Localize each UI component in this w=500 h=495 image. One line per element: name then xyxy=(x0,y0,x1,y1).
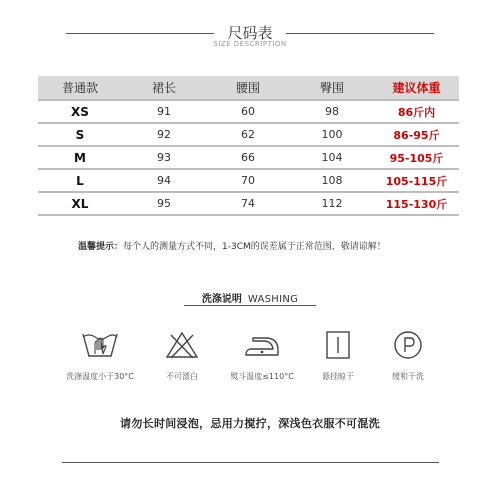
title-en: SIZE DESCRIPTION xyxy=(213,40,287,48)
washing-heading-cn: 洗涤说明 xyxy=(201,294,242,305)
washing-heading xyxy=(0,290,500,305)
care-label-iron: 熨斗温度≤110°C xyxy=(230,372,294,381)
skirt-length-cell: 91 xyxy=(122,100,206,123)
waist-cell: 74 xyxy=(206,192,290,215)
tip-text: 每个人的测量方式不同，1-3CM的误差属于正常范围，敬请谅解！ xyxy=(123,242,386,252)
washing-heading-en: WASHING xyxy=(247,294,299,305)
care-label-bleach: 不可漂白 xyxy=(166,372,198,381)
table-header-row xyxy=(38,76,459,100)
weight-cell: 115-130斤 xyxy=(374,192,459,215)
care-item-bleach xyxy=(137,330,227,382)
skirt-length-cell: 94 xyxy=(122,169,206,192)
size-cell: M xyxy=(38,146,122,169)
hang-dry-icon xyxy=(318,330,358,360)
washing-warning: 请勿长时间浸泡，忌用力搅拧，深浅色衣服不可混洗 xyxy=(120,417,380,430)
skirt-length-cell: 95 xyxy=(122,192,206,215)
header-suggested-weight: 建议体重 xyxy=(374,76,459,100)
hip-cell: 100 xyxy=(290,123,374,146)
hip-cell: 108 xyxy=(290,169,374,192)
header-hip: 臀围 xyxy=(290,76,374,100)
care-label-hang: 悬挂晾干 xyxy=(322,372,354,381)
size-cell: XS xyxy=(38,100,122,123)
dry-clean-icon xyxy=(388,330,428,360)
table-row xyxy=(38,192,459,215)
size-table xyxy=(38,76,459,216)
weight-cell: 95-105斤 xyxy=(374,146,459,169)
wash-basin-icon xyxy=(80,330,120,360)
waist-cell: 62 xyxy=(206,123,290,146)
care-icons xyxy=(0,330,500,390)
size-cell: L xyxy=(38,169,122,192)
size-cell: S xyxy=(38,123,122,146)
size-cell: XL xyxy=(38,192,122,215)
waist-cell: 70 xyxy=(206,169,290,192)
care-label-dryclean: 缓和干洗 xyxy=(392,372,424,381)
table-row xyxy=(38,123,459,146)
table-row xyxy=(38,146,459,169)
weight-cell: 86-95斤 xyxy=(374,123,459,146)
waist-cell: 60 xyxy=(206,100,290,123)
skirt-length-cell: 92 xyxy=(122,123,206,146)
no-bleach-icon xyxy=(162,330,202,360)
weight-cell: 105-115斤 xyxy=(374,169,459,192)
care-item-wash xyxy=(55,330,145,382)
size-chart-title xyxy=(0,10,500,50)
header-skirt-length: 裙长 xyxy=(122,76,206,100)
tip-label: 温馨提示： xyxy=(78,242,124,252)
bottom-divider xyxy=(62,462,439,463)
iron-icon xyxy=(241,330,283,360)
hip-cell: 104 xyxy=(290,146,374,169)
header-waist: 腰围 xyxy=(206,76,290,100)
table-row xyxy=(38,100,459,123)
header-style: 普通款 xyxy=(38,76,122,100)
table-row xyxy=(38,169,459,192)
care-label-wash: 洗涤温度小于30°C xyxy=(66,372,134,381)
care-item-dryclean xyxy=(363,330,453,382)
measurement-tip xyxy=(78,239,386,252)
hip-cell: 98 xyxy=(290,100,374,123)
skirt-length-cell: 93 xyxy=(122,146,206,169)
title-cn: 尺码表 xyxy=(227,24,273,42)
washing-heading-underline xyxy=(184,305,316,306)
waist-cell: 66 xyxy=(206,146,290,169)
hip-cell: 112 xyxy=(290,192,374,215)
title-divider-right xyxy=(286,33,434,34)
weight-cell: 86斤内 xyxy=(374,100,459,123)
